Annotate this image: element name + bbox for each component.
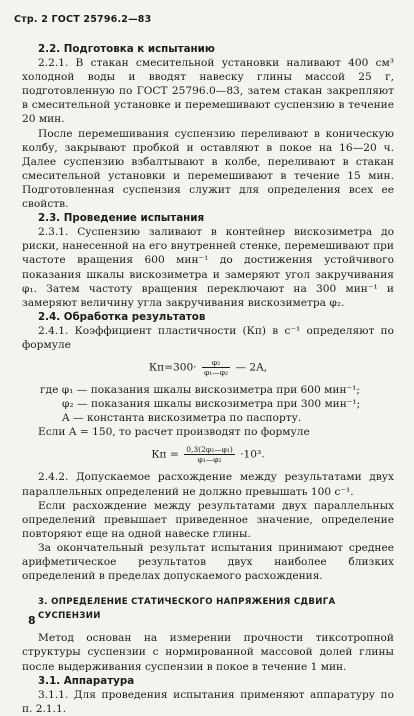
formula2-right: ·10³.: [240, 448, 265, 461]
paragraph-after-mixing: После перемешивания суспензию переливают в коническую колбу, закрывают пробкой и оставляют в покое на 16—20 ч. Далее суспензию взбалтывают в колбе, переливают в стакан смесительной установки и перемешивают в течение 15 мин. Подготовленная суспензия служит для определения всех ее свойств.: [22, 127, 394, 211]
heading-3-1: 3.1. Аппаратура: [38, 674, 135, 687]
heading-2-3: 2.3. Проведение испытания: [38, 212, 205, 225]
formula-plasticity-a150: [22, 445, 394, 464]
paragraph-2-3-1: 2.3.1. Суспензию заливают в контейнер вискозиметра до риски, нанесенной на его внутренней стенке, перемешивают при частоте вращения 600 мин⁻¹ до достижения устойчивого показания шкалы вискозиметра и замеряют угол закручивания φ₁. Затем частоту вращения переключают на 300 мин⁻¹ и замеряют величину угла закручивания вискозиметра φ₂.: [22, 226, 394, 309]
formula2-left: Кп =: [151, 448, 179, 461]
fraction2-denominator: φ₁—φ₂: [197, 455, 222, 465]
paragraph-3-1-1: 3.1.1. Для проведения испытания применяют аппаратуру по п. 2.1.1.: [22, 688, 394, 715]
paragraph-2-4-2: 2.4.2. Допускаемое расхождение между результатами двух параллельных определений не должно превышать 100 с⁻¹.: [22, 471, 394, 498]
paragraph-if-a: Если A = 150, то расчет производят по формуле: [38, 426, 310, 439]
fraction-denominator: φ₁—φ₂: [203, 368, 229, 378]
legend-a: A — константа вискозиметра по паспорту.: [62, 412, 302, 425]
paragraph-method: Метод основан на измерении прочности тиксотропной структуры суспензии с нормированной массовой долей глины после выдерживания суспензии в покое в течение 1 мин.: [22, 632, 394, 673]
heading-2-4: 2.4. Обработка результатов: [38, 310, 206, 323]
fraction2-numerator: 0,3(2φ₂—φ₁): [186, 445, 233, 455]
formula-right: — 2A,: [235, 361, 268, 374]
formula2-fraction: [184, 445, 235, 464]
paragraph-final-result: За окончательный результат испытания принимают среднее арифметическое результатов двух наиболее близких определений в пределах допускаемого расхождения.: [22, 541, 394, 583]
formula-legend: [40, 383, 394, 425]
paragraph-discrepancy: Если расхождение между результатами двух параллельных определений превышает приведенное значение, определение повторяют еще на одной навеске глины.: [22, 499, 394, 540]
legend-phi2: φ₂ — показания шкалы вискозиметра при 300 мин⁻¹;: [62, 398, 361, 411]
heading-2-2: 2.2. Подготовка к испытанию: [38, 43, 215, 55]
page-header: Стр. 2 ГОСТ 25796.2—83: [14, 14, 152, 25]
section-3-title: 3. ОПРЕДЕЛЕНИЕ СТАТИЧЕСКОГО НАПРЯЖЕНИЯ СДВИГА СУСПЕНЗИИ: [38, 597, 336, 622]
paragraph-2-4-1: 2.4.1. Коэффициент пластичности (Кп) в с⁻¹ определяют по формуле: [22, 324, 394, 351]
formula-left: Кп=300·: [148, 361, 197, 374]
page-number: 8: [28, 614, 36, 627]
formula-fraction: [202, 358, 230, 377]
formula-plasticity: [22, 358, 394, 377]
paragraph-2-2-1: 2.2.1. В стакан смесительной установки наливают 400 см³ холодной воды и вводят навеску глины массой 25 г, подготовленную по ГОСТ 25796.0—83, затем стакан закрепляют в смесительной установке и перемешивают суспензию в течение 20 мин.: [22, 57, 394, 126]
page-content: [22, 42, 394, 716]
fraction-numerator: φ₂: [202, 358, 230, 368]
legend-phi1: где φ₁ — показания шкалы вискозиметра при 600 мин⁻¹;: [40, 384, 360, 397]
